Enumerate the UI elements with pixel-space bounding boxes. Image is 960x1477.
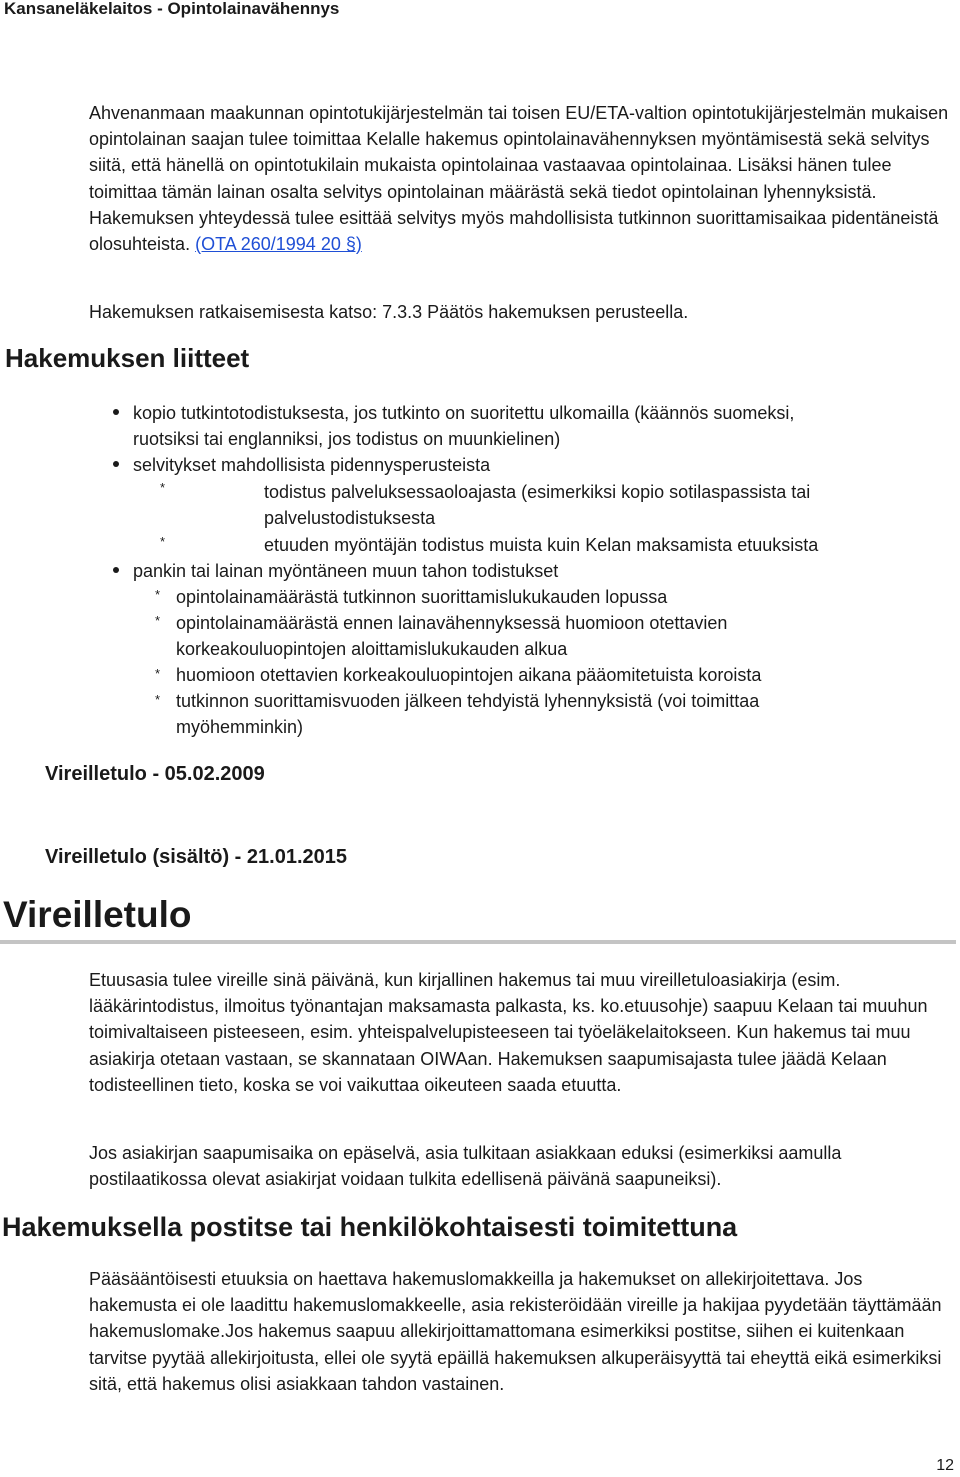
ratkaisu-paragraph: Hakemuksen ratkaisemisesta katso: 7.3.3 Päätös hakemuksen perusteella. — [89, 302, 689, 322]
vireilletulo-sisalto-date: Vireilletulo (sisältö) - 21.01.2015 — [45, 846, 347, 868]
sub-list-item-continuation: korkeakouluopintojen aloittamislukukauden alkua — [176, 639, 568, 659]
asterisk-bullet-icon: * — [155, 613, 161, 628]
sub-list-item-continuation: myöhemminkin) — [176, 717, 304, 737]
attachments-heading: Hakemuksen liitteet — [5, 343, 250, 373]
asterisk-bullet-icon: * — [155, 692, 161, 707]
asterisk-bullet-icon: * — [155, 666, 161, 681]
sub-list-item: opintolainamäärästä ennen lainavähennyksessä huomioon otettavien — [176, 613, 728, 633]
asterisk-bullet-icon: * — [160, 480, 166, 495]
vireilletulo-date: Vireilletulo - 05.02.2009 — [45, 763, 265, 785]
list-item: kopio tutkintotodistuksesta, jos tutkinto on suoritettu ulkomailla (käännös suomeksi, — [133, 403, 795, 423]
asterisk-bullet-icon: * — [155, 587, 161, 602]
page-number: 12 — [936, 1457, 954, 1474]
intro-text: Ahvenanmaan maakunnan opintotukijärjestelmän tai toisen EU/ETA-valtion opintotukijärjestelmän mukaisen opintolainan saajan tulee toimittaa Kelalle hakemus opintolainavähennyksen myöntämisestä sekä selvitys siitä, että hänellä on opintotukilain mukaista opintolainaa vastaavaa opintolainaa. Lisäksi hänen tulee toimittaa tämän lainan osalta selvitys opintolainan määrästä sekä tiedot opintolainan lyhennyksistä. Hakemuksen yhteydessä tulee esittää selvitys myös mahdollisista tutkinnon suorittamisaikaa pidentäneistä olosuhteista. — [89, 103, 949, 255]
list-item: pankin tai lainan myöntäneen muun tahon todistukset — [133, 561, 559, 581]
sub-list-item: tutkinnon suorittamisvuoden jälkeen tehdyistä lyhennyksistä (voi toimittaa — [176, 691, 760, 711]
sub-list-item: huomioon otettavien korkeakouluopintojen aikana pääomitetuista koroista — [176, 665, 762, 685]
vireilletulo-paragraph-2: Jos asiakirjan saapumisaika on epäselvä, asia tulkitaan asiakkaan eduksi (esimerkiksi aamulla postilaatikossa olevat asiakirjat voidaan tulkita edellisenä päivänä saapuneiksi). — [89, 1143, 842, 1190]
sub-list-item-continuation: palvelustodistuksesta — [264, 508, 436, 528]
bullet-icon — [113, 461, 119, 467]
list-item-continuation: ruotsiksi tai englanniksi, jos todistus on muunkielinen) — [133, 429, 561, 449]
section-divider — [0, 940, 956, 944]
bullet-icon — [113, 409, 119, 415]
bullet-icon — [113, 567, 119, 573]
sub-list-item: todistus palveluksessaoloajasta (esimerkiksi kopio sotilaspassista tai — [264, 482, 811, 502]
vireilletulo-paragraph-1: Etuusasia tulee vireille sinä päivänä, kun kirjallinen hakemus tai muu vireilletuloasiakirja (esim. lääkärintodistus, ilmoitus työnantajan maksamasta palkasta, ks. ko.etuusohje) saapuu Kelaan tai muuhun toimivaltaiseen pisteeseen, esim. yhteispalvelupisteeseen tai työeläkelaitokseen. Kun hakemus tai muu asiakirja otetaan vastaan, se skannataan OIWAan. Hakemuksen saapumisajasta tulee jäädä Kelaan todisteellinen tieto, koska se voi vaikuttaa oikeuteen saada etuutta. — [89, 970, 928, 1095]
running-header-title: Kansaneläkelaitos - Opintolainavähennys — [4, 0, 340, 18]
posti-paragraph: Pääsääntöisesti etuuksia on haettava hakemuslomakkeilla ja hakemukset on allekirjoitettava. Jos hakemusta ei ole laadittu hakemuslomakkeelle, asia rekisteröidään vireille ja hakijaa pyydetään täyttämään hakemuslomake.Jos hakemus saapuu allekirjoittamattomana esimerkiksi postitse, siihen ei kuitenkaan tarvitse pyytää allekirjoitusta, ellei ole syytä epäillä hakemuksen alkuperäisyyttä tai eheyttä eikä esimerkiksi sitä, että hakemus olisi asiakkaan tahdon vastainen. — [89, 1269, 942, 1394]
sub-list-item: opintolainamäärästä tutkinnon suorittamislukukauden lopussa — [176, 587, 668, 607]
vireilletulo-heading: Vireilletulo — [3, 894, 192, 935]
law-reference-link[interactable]: (OTA 260/1994 20 §) — [195, 234, 362, 255]
list-item: selvitykset mahdollisista pidennysperusteista — [133, 455, 491, 475]
sub-list-item: etuuden myöntäjän todistus muista kuin Kelan maksamista etuuksista — [264, 535, 819, 555]
posti-heading: Hakemuksella postitse tai henkilökohtaisesti toimitettuna — [2, 1212, 738, 1242]
asterisk-bullet-icon: * — [160, 534, 166, 549]
